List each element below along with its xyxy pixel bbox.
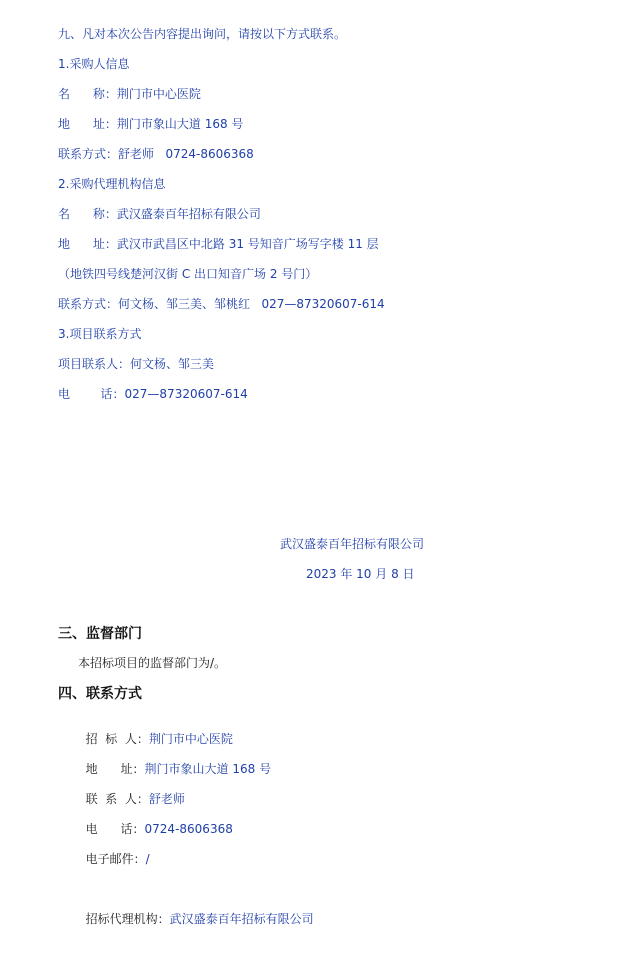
purchaser-contact: 联系方式：舒老师 0724-8606368: [58, 147, 254, 161]
email-value: /: [145, 852, 150, 866]
purchaser-heading: 1.采购人信息: [58, 57, 130, 71]
address-label: 地 址：: [85, 762, 145, 776]
agency-address: 地 址：武汉市武昌区中北路 31 号知音广场写字楼 11 层: [58, 237, 379, 251]
agency-label: 招标代理机构：: [85, 912, 170, 926]
agency-name: 名 称：武汉盛泰百年招标有限公司: [58, 207, 261, 221]
contact-label: 联 系 人：: [85, 792, 149, 806]
project-contacts: 项目联系人：何文杨、邹三美: [58, 357, 215, 371]
tenderer-row: [78, 715, 233, 746]
email-row: [78, 835, 150, 866]
purchaser-name: 名 称：荆门市中心医院: [58, 87, 201, 101]
address-row: [78, 745, 272, 776]
agency-contact: 联系方式：何文杨、邹三美、邹桃红 027—87320607-614: [58, 297, 385, 311]
phone-label: 电 话：: [85, 822, 145, 836]
item-9-text: 九、凡对本次公告内容提出询问，请按以下方式联系。: [58, 27, 347, 41]
contact-value: 舒老师: [148, 792, 185, 806]
project-heading: 3.项目联系方式: [58, 327, 142, 341]
phone-value: 0724-8606368: [144, 822, 233, 836]
address-value: 荆门市象山大道 168 号: [144, 762, 272, 776]
phone-row: [78, 805, 233, 836]
agency-row: [78, 895, 314, 926]
section-4-title: 四、联系方式: [58, 686, 142, 702]
agency-heading: 2.采购代理机构信息: [58, 177, 166, 191]
section-3-title: 三、监督部门: [58, 626, 142, 642]
email-label: 电子邮件：: [85, 852, 146, 866]
purchaser-address: 地 址：荆门市象山大道 168 号: [58, 117, 244, 131]
agency-directions: （地铁四号线楚河汉街 C 出口知音广场 2 号门）: [58, 267, 318, 281]
tenderer-label: 招 标 人：: [85, 732, 149, 746]
signature-date: 2023 年 10 月 8 日: [306, 567, 415, 581]
tenderer-value: 荆门市中心医院: [148, 732, 233, 746]
agency-value: 武汉盛泰百年招标有限公司: [169, 912, 314, 926]
signature-company: 武汉盛泰百年招标有限公司: [280, 537, 425, 551]
contact-row: [78, 775, 185, 806]
section-3-text: 本招标项目的监督部门为/。: [78, 656, 227, 670]
project-phone: 电 话：027—87320607-614: [58, 387, 248, 401]
